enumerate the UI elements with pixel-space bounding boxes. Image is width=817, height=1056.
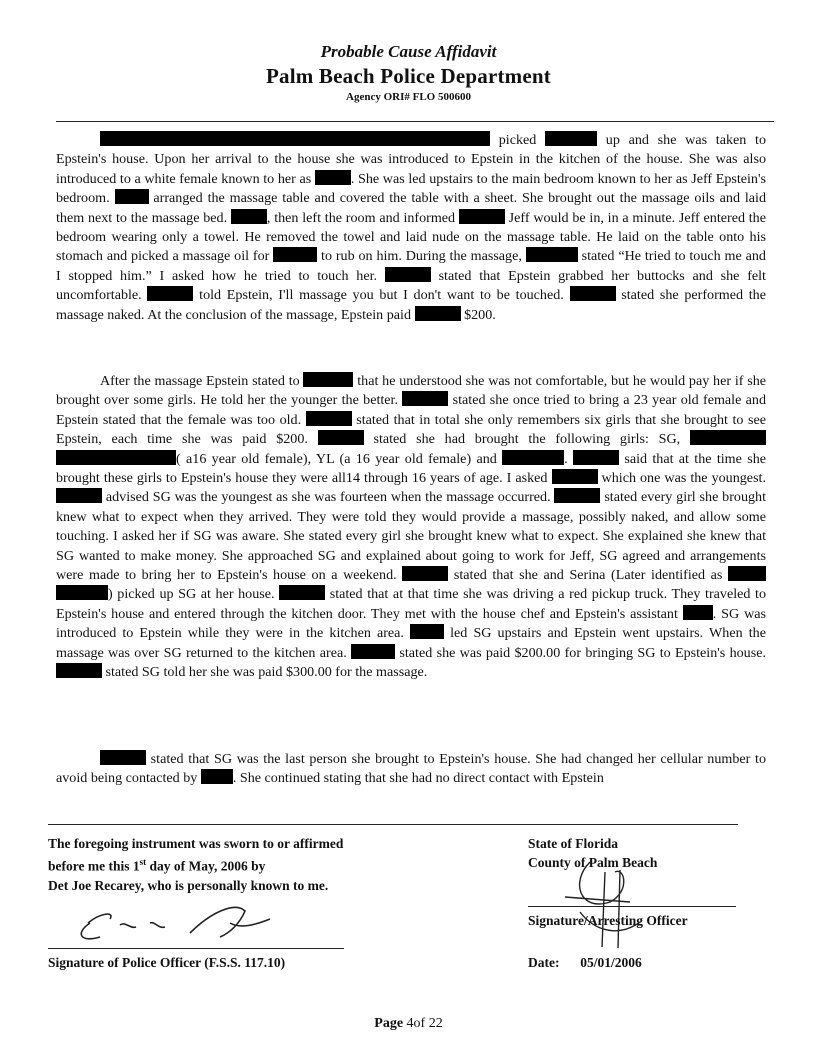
document-title: Probable Cause Affidavit: [320, 42, 497, 61]
text-run: stated that at that time she was driving a red pickup truck. They traveled to Epstein's house and entered through the kitchen door. They met with the house chef and Epstein's assistant: [56, 586, 766, 622]
officer-signature-line: [48, 948, 344, 949]
text-run: stated SG told her she was paid $300.00 for the massage.: [105, 664, 428, 681]
text-run: led SG upstairs and Epstein went upstairs. When the massage was over SG returned to the kitchen area.: [56, 625, 766, 661]
redaction: [545, 131, 597, 146]
redaction: [385, 267, 431, 282]
redaction: [56, 450, 176, 465]
date-label: Date:: [528, 955, 560, 970]
redaction: [56, 663, 102, 678]
state-label: State of Florida: [528, 836, 618, 851]
agency-ori: Agency ORI# FLO 500600: [346, 91, 471, 103]
text-run: which one was the youngest.: [601, 470, 766, 487]
sworn-line-1: The foregoing instrument was sworn to or affirmed: [48, 836, 344, 851]
text-run: $200.: [464, 306, 496, 323]
redaction: [315, 170, 351, 185]
redaction: [115, 189, 149, 204]
redaction: [100, 131, 490, 146]
date-row: [528, 955, 642, 971]
text-run: stated she performed the massage naked. At the conclusion of the massage, Epstein paid: [56, 287, 766, 323]
redaction: [526, 247, 578, 262]
redaction: [554, 488, 600, 503]
text-run: arranged the massage table and covered the table with a sheet. She brought out the massage oils and laid them next to the massage bed.: [56, 190, 766, 226]
text-run: ) picked up SG at her house.: [108, 586, 275, 603]
text-run: . SG was introduced to Epstein while they were in the kitchen area.: [56, 605, 766, 642]
redaction: [459, 209, 505, 224]
redaction: [552, 469, 598, 484]
text-run: stated that Epstein grabbed her buttocks and she felt uncomfortable.: [56, 267, 766, 304]
department-name: Palm Beach Police Department: [266, 64, 551, 88]
redaction: [273, 247, 317, 262]
text-run: stated that she and Serina (Later identified as: [453, 567, 723, 584]
redaction: [683, 605, 713, 620]
officer-signature-label: Signature of Police Officer (F.S.S. 117.10): [48, 955, 286, 970]
text-run: . She continued stating that she had no direct contact with Epstein: [232, 770, 604, 787]
redaction: [306, 411, 352, 426]
sworn-statement: [48, 834, 343, 895]
text-run: told Epstein, I'll massage you but I don't want to be touched.: [199, 287, 564, 304]
text-run: Jeff would be in, in a minute. Jeff entered the bedroom wearing only a towel. He removed the towel and laid nude on the massage table. He laid on the table onto his stomach and picked a massage oil for: [56, 209, 766, 265]
arresting-officer-signature: [560, 852, 670, 952]
text-run: stated she once tried to bring a 23 year old female and Epstein stated that the female was too old.: [56, 392, 766, 428]
redaction: [402, 566, 448, 581]
text-run: ( a16 year old female), YL (a 16 year old female) and: [176, 450, 497, 467]
redaction: [402, 391, 448, 406]
officer-signature: [70, 893, 290, 949]
redaction: [56, 585, 108, 600]
date-value: 05/01/2006: [580, 955, 642, 970]
text-run: stated that SG was the last person she brought to Epstein's house. She had changed her cellular number to avoid being contacted by: [56, 751, 766, 787]
footer-rule: [48, 824, 738, 825]
redaction: [502, 450, 564, 465]
redaction: [318, 430, 364, 445]
text-run: that he understood she was not comfortable, but he would pay her if she brought over some girls. He told her the younger the better.: [56, 373, 766, 409]
redaction: [147, 286, 193, 301]
paragraph-2: [56, 372, 766, 683]
sworn-line-2: before me this 1st day of May, 2006 by: [48, 857, 266, 874]
text-run: said that at the time she brought these girls to Epstein's house they were all14 through 16 years of age. I asked: [56, 450, 766, 487]
redaction: [303, 372, 353, 387]
redaction: [231, 209, 267, 224]
paragraph-1: [56, 131, 766, 325]
text-run: stated she was paid $200.00 for bringing SG to Epstein's house.: [399, 644, 766, 661]
county-label: County of Palm Beach: [528, 855, 658, 870]
text-run: .: [564, 450, 568, 467]
header-rule: [56, 121, 774, 122]
text-run: to rub on him. During the massage,: [321, 248, 522, 265]
text-run: stated that in total she only remembers six girls that she brought to see Epstein, each time she was paid $200.: [56, 411, 766, 448]
text-run: . She was led upstairs to the main bedroom known to her as Jeff Epstein's bedroom.: [56, 170, 767, 207]
redaction: [100, 750, 146, 765]
page-number: Page 4of 22: [374, 1016, 443, 1031]
arresting-signature-line: [528, 906, 736, 907]
text-run: stated she had brought the following girls: SG,: [373, 431, 681, 448]
paragraph-3: [56, 750, 766, 789]
text-run: , then left the room and informed: [266, 209, 456, 226]
text-run: up and she was taken to Epstein's house. Upon her arrival to the house she was introduced to Epstein in the kitchen of the house. She was also introduced to a white female known to her as: [56, 132, 767, 187]
arresting-officer-label: Signature/Arresting Officer: [528, 913, 688, 928]
redaction: [279, 585, 325, 600]
redaction: [201, 769, 233, 784]
text-run: After the massage Epstein stated to: [100, 373, 300, 389]
redaction: [690, 430, 766, 445]
redaction: [415, 306, 461, 321]
redaction: [410, 624, 444, 639]
text-run: stated “He tried to touch me and I stopped him.” I asked how he tried to touch her.: [56, 248, 766, 284]
text-run: stated every girl she brought knew what to expect when they arrived. They were told they would provide a massage, possibly naked, and allow some touching. I asked her if SG was aware. She stated every girl she brought knew what to expect. She explained she knew that SG wanted to make money. She approached SG and explained about going to work for Jeff, SG agreed and arrangements were made to bring her to Epstein's house on a weekend.: [56, 489, 767, 584]
sworn-line-3: Det Joe Recarey, who is personally known to me.: [48, 877, 329, 893]
text-run: picked: [498, 132, 537, 148]
redaction: [56, 488, 102, 503]
redaction: [351, 644, 395, 659]
redaction: [728, 566, 766, 581]
redaction: [570, 286, 616, 301]
redaction: [573, 450, 619, 465]
text-run: advised SG was the youngest as she was fourteen when the massage occurred.: [105, 489, 551, 506]
